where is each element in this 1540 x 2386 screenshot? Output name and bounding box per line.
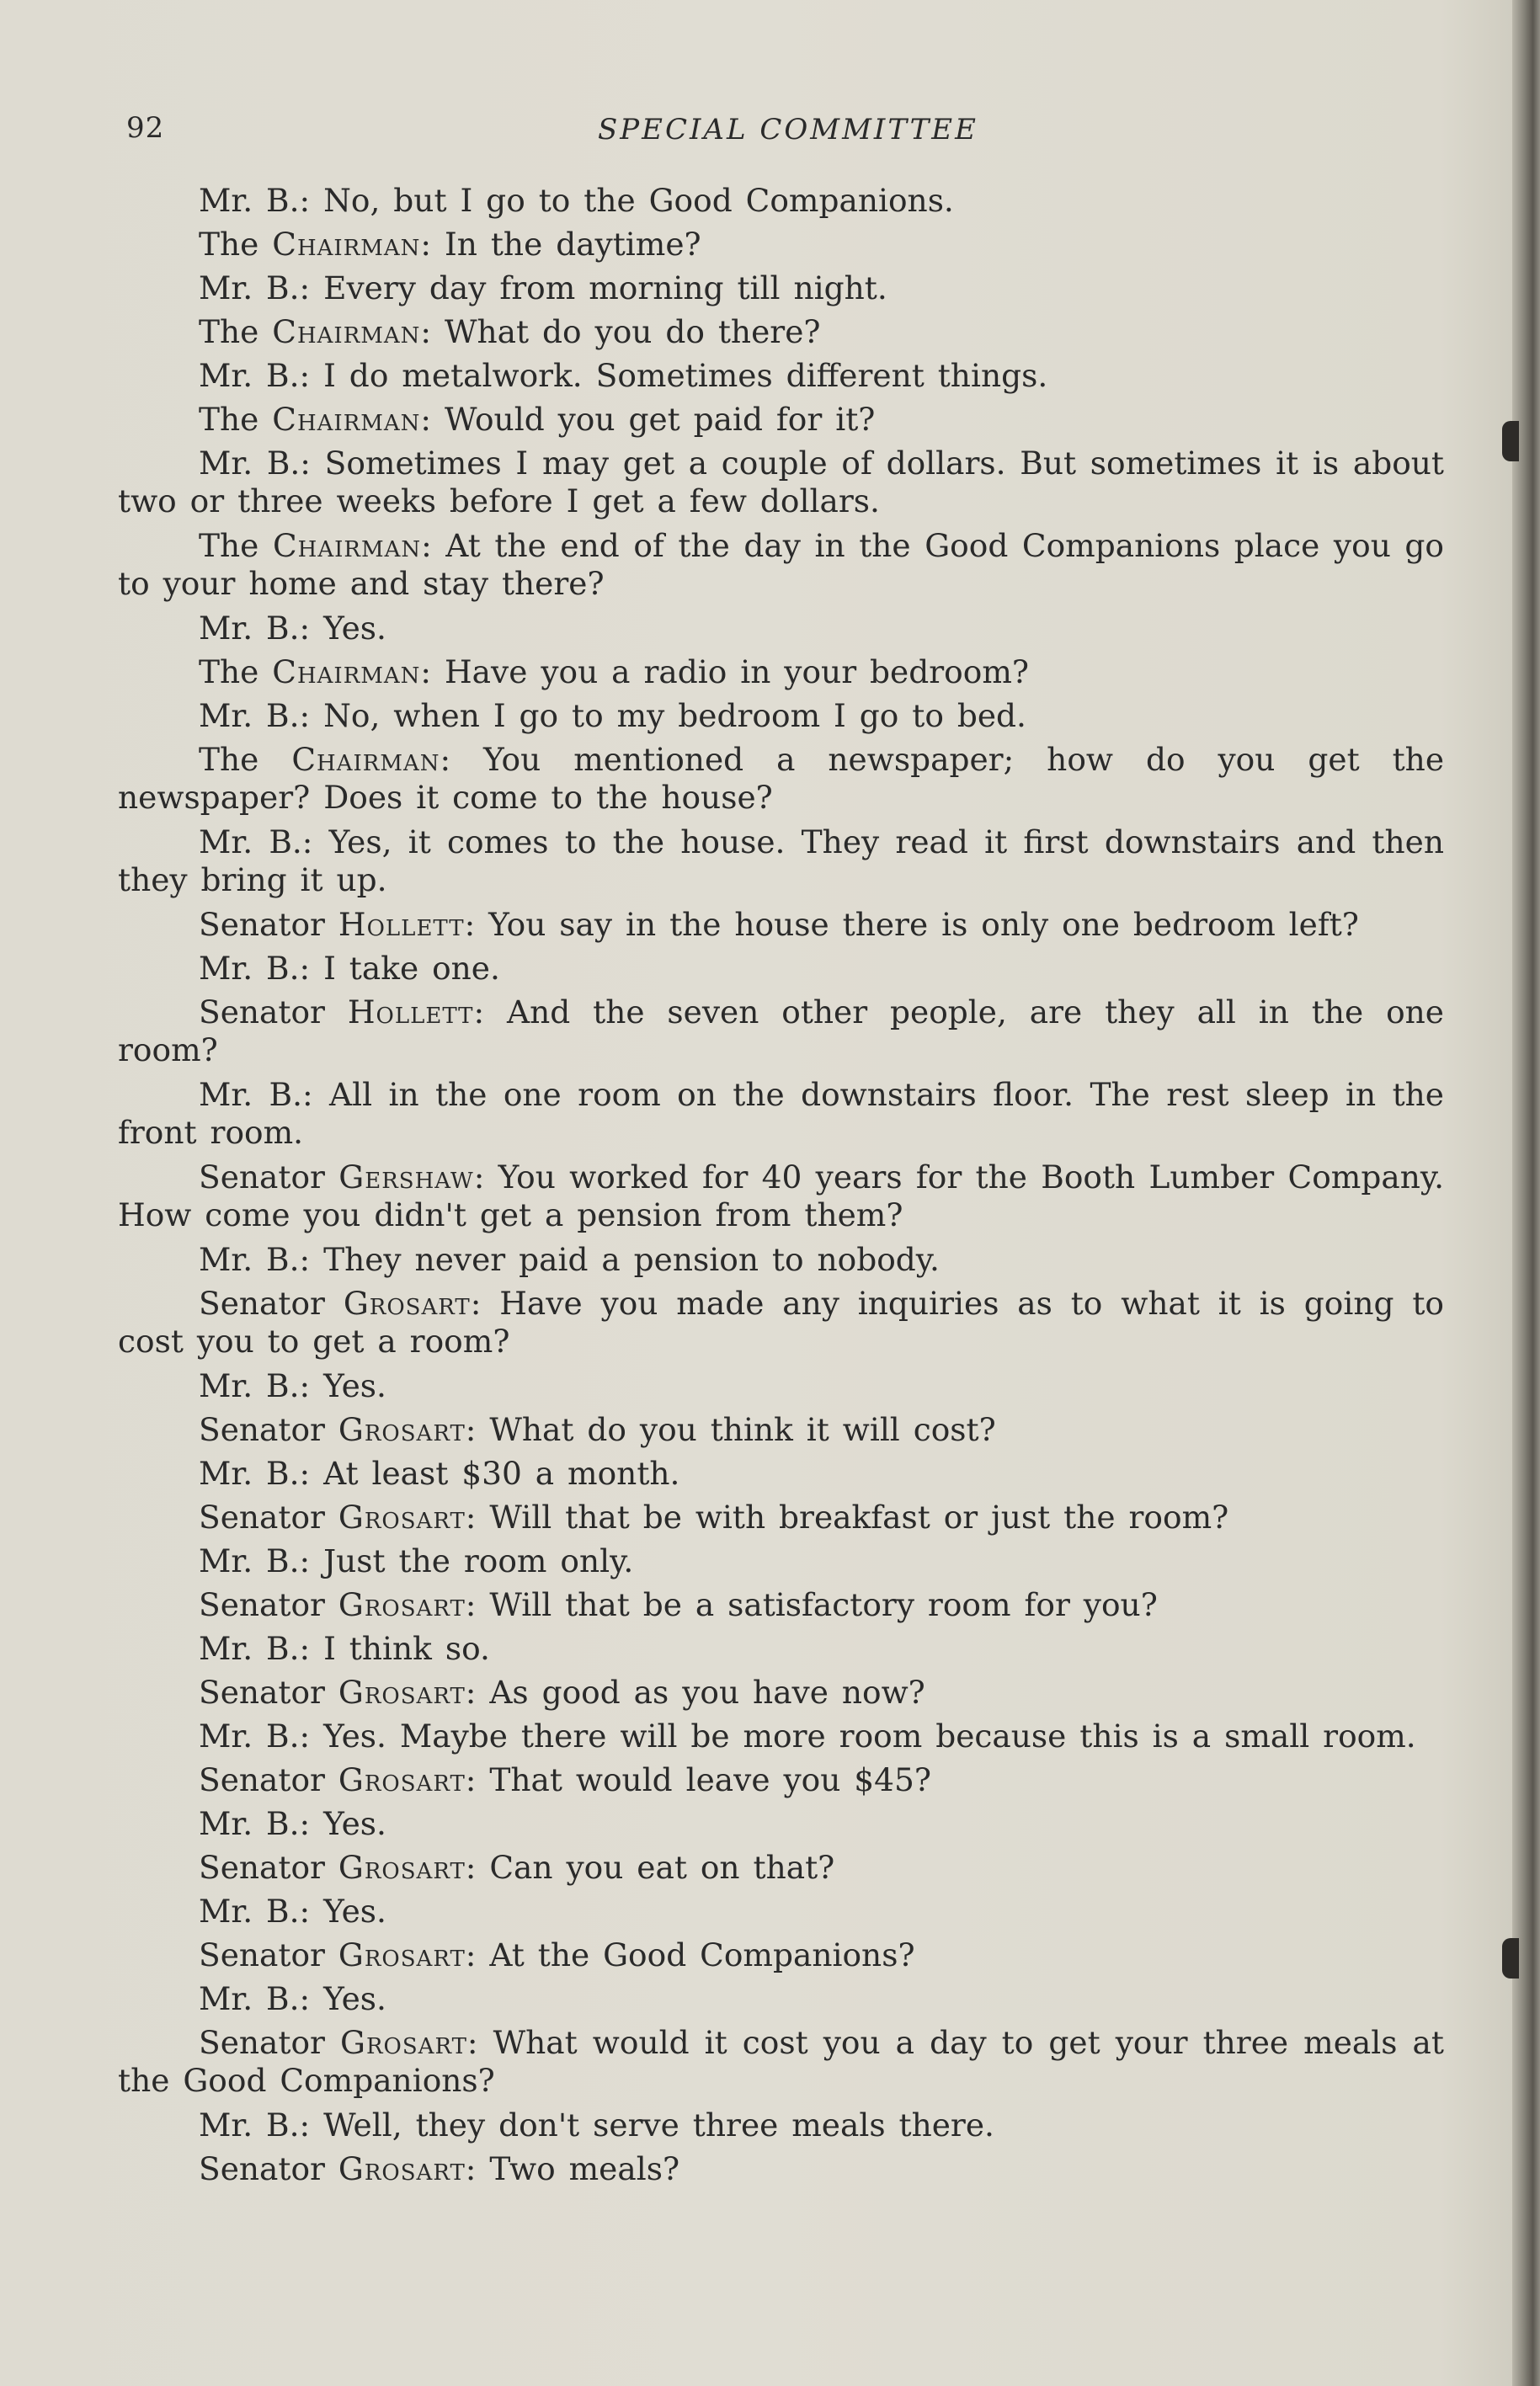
transcript-paragraph xyxy=(118,1542,1444,1580)
speech-text: Mr. B.: I think so. xyxy=(199,1630,490,1667)
transcript-paragraph xyxy=(118,1241,1444,1279)
speech-text: Mr. B.: Just the room only. xyxy=(199,1542,634,1579)
transcript-paragraph xyxy=(118,269,1444,307)
speaker-name: Grosart xyxy=(338,1411,466,1448)
transcript-paragraph xyxy=(118,823,1444,899)
transcript-paragraph xyxy=(118,2024,1444,2100)
speaker-prefix: Senator xyxy=(199,2024,341,2061)
transcript-paragraph xyxy=(118,1158,1444,1234)
speaker-prefix: The xyxy=(199,313,273,350)
speaker-name: Grosart xyxy=(338,1586,466,1623)
speaker-prefix: Senator xyxy=(199,906,338,943)
speech-text: : What would it cost you a day to get your three meals at the Good Companions? xyxy=(118,2024,1444,2099)
speech-text: Mr. B.: Yes. xyxy=(199,1980,386,2017)
speaker-name: Grosart xyxy=(338,1936,466,1973)
speaker-name: Chairman xyxy=(272,226,421,263)
transcript-paragraph xyxy=(118,993,1444,1069)
transcript-paragraph xyxy=(118,1367,1444,1405)
transcript-paragraph xyxy=(118,182,1444,220)
transcript-paragraph xyxy=(118,2106,1444,2144)
transcript-paragraph xyxy=(118,1630,1444,1668)
transcript-paragraph xyxy=(118,313,1444,351)
speaker-prefix: Senator xyxy=(199,2150,338,2187)
speech-text: : Can you eat on that? xyxy=(465,1849,835,1886)
speech-text: Mr. B.: Yes. xyxy=(199,610,386,647)
transcript-paragraph xyxy=(118,1674,1444,1712)
speaker-prefix: Senator xyxy=(199,1499,338,1536)
speaker-name: Gershaw xyxy=(338,1158,474,1196)
speaker-prefix: The xyxy=(199,741,292,778)
speaker-name: Chairman xyxy=(272,313,421,350)
speaker-name: Grosart xyxy=(340,2024,467,2061)
transcript-paragraph xyxy=(118,906,1444,944)
speaker-prefix: Senator xyxy=(199,1849,338,1886)
binding-tab xyxy=(1502,421,1519,461)
speech-text: : That would leave you $45? xyxy=(465,1761,931,1798)
speech-text: : Will that be a satisfactory room for you? xyxy=(465,1586,1158,1623)
transcript-paragraph xyxy=(118,357,1444,395)
speech-text: Mr. B.: Yes. Maybe there will be more room because this is a small room. xyxy=(199,1718,1416,1755)
speaker-name: Hollett xyxy=(338,906,465,943)
transcript-paragraph xyxy=(118,527,1444,603)
transcript-paragraph xyxy=(118,1980,1444,2018)
transcript-paragraph xyxy=(118,697,1444,735)
transcript-paragraph xyxy=(118,950,1444,988)
speaker-prefix: Senator xyxy=(199,1936,338,1973)
speech-text: : Will that be with breakfast or just the room? xyxy=(465,1499,1229,1536)
speech-text: : At the end of the day in the Good Companions place you go to your home and stay there? xyxy=(118,527,1445,602)
speaker-prefix: The xyxy=(199,226,273,263)
speech-text: Mr. B.: Sometimes I may get a couple of dollars. But sometimes it is about two or three weeks before I get a few dollars. xyxy=(118,445,1444,519)
speech-text: Mr. B.: No, but I go to the Good Companions. xyxy=(199,182,954,219)
speaker-name: Chairman xyxy=(272,527,422,564)
speaker-prefix: The xyxy=(199,401,273,438)
transcript-paragraph xyxy=(118,1936,1444,1974)
speech-text: Mr. B.: I do metalwork. Sometimes different things. xyxy=(199,357,1048,394)
transcript-paragraph xyxy=(118,1849,1444,1887)
speaker-prefix: Senator xyxy=(199,1411,338,1448)
speech-text: Mr. B.: All in the one room on the downstairs floor. The rest sleep in the front room. xyxy=(118,1076,1444,1151)
transcript-paragraph xyxy=(118,1411,1444,1449)
transcript-paragraph xyxy=(118,1893,1444,1931)
speech-text: : You say in the house there is only one bedroom left? xyxy=(464,906,1359,943)
speaker-prefix: The xyxy=(199,527,273,564)
transcript-paragraph xyxy=(118,226,1444,264)
transcript-paragraph xyxy=(118,741,1444,817)
speaker-prefix: The xyxy=(199,653,273,690)
speech-text: : What do you think it will cost? xyxy=(465,1411,996,1448)
transcript-paragraph xyxy=(118,1586,1444,1624)
speaker-prefix: Senator xyxy=(199,1158,339,1196)
speech-text: : You worked for 40 years for the Booth Lumber Company. How come you didn't get a pension from them? xyxy=(118,1158,1444,1233)
speaker-name: Grosart xyxy=(338,2150,466,2187)
transcript-paragraph xyxy=(118,1455,1444,1493)
speech-text: Mr. B.: They never paid a pension to nobody. xyxy=(199,1241,940,1278)
speaker-name: Chairman xyxy=(291,741,440,778)
speech-text: Mr. B.: I take one. xyxy=(199,950,500,987)
speech-text: : You mentioned a newspaper; how do you get the newspaper? Does it come to the house? xyxy=(118,741,1445,816)
page-header xyxy=(126,111,1440,153)
transcript-body xyxy=(118,182,1444,2194)
speaker-prefix: Senator xyxy=(199,993,348,1031)
speaker-name: Grosart xyxy=(338,1499,466,1536)
speech-text: Mr. B.: Every day from morning till night. xyxy=(199,269,887,306)
running-head: SPECIAL COMMITTEE xyxy=(598,113,978,146)
speaker-name: Grosart xyxy=(338,1849,466,1886)
speaker-prefix: Senator xyxy=(199,1674,338,1711)
speech-text: : Two meals? xyxy=(465,2150,680,2187)
speaker-name: Grosart xyxy=(338,1761,466,1798)
speech-text: : Have you a radio in your bedroom? xyxy=(420,653,1029,690)
transcript-paragraph xyxy=(118,1076,1444,1152)
transcript-paragraph xyxy=(118,653,1444,691)
speech-text: Mr. B.: Well, they don't serve three meals there. xyxy=(199,2106,994,2144)
speech-text: : And the seven other people, are they all in the one room? xyxy=(118,993,1444,1068)
speech-text: : At the Good Companions? xyxy=(465,1936,915,1973)
transcript-paragraph xyxy=(118,1761,1444,1799)
book-spine xyxy=(1512,0,1540,2386)
speaker-name: Chairman xyxy=(272,653,421,690)
transcript-paragraph xyxy=(118,610,1444,647)
speech-text: : What do you do there? xyxy=(420,313,821,350)
transcript-paragraph xyxy=(118,1285,1444,1361)
speech-text: Mr. B.: No, when I go to my bedroom I go to bed. xyxy=(199,697,1026,734)
transcript-paragraph xyxy=(118,1499,1444,1537)
speaker-name: Chairman xyxy=(272,401,421,438)
speaker-name: Hollett xyxy=(347,993,474,1031)
speech-text: Mr. B.: At least $30 a month. xyxy=(199,1455,680,1492)
speech-text: Mr. B.: Yes. xyxy=(199,1805,386,1842)
speaker-prefix: Senator xyxy=(199,1285,344,1322)
transcript-paragraph xyxy=(118,1805,1444,1843)
speaker-prefix: Senator xyxy=(199,1761,338,1798)
speech-text: Mr. B.: Yes, it comes to the house. They read it first downstairs and then they bring it up. xyxy=(118,823,1444,898)
transcript-paragraph xyxy=(118,2150,1444,2188)
binding-tab xyxy=(1502,1938,1519,1979)
speech-text: : Would you get paid for it? xyxy=(420,401,876,438)
page-number: 92 xyxy=(126,111,165,145)
transcript-paragraph xyxy=(118,1718,1444,1755)
speech-text: Mr. B.: Yes. xyxy=(199,1367,386,1404)
speaker-prefix: Senator xyxy=(199,1586,338,1623)
transcript-paragraph xyxy=(118,445,1444,520)
speech-text: : In the daytime? xyxy=(420,226,701,263)
speaker-name: Grosart xyxy=(343,1285,471,1322)
transcript-paragraph xyxy=(118,401,1444,439)
speech-text: Mr. B.: Yes. xyxy=(199,1893,386,1930)
speech-text: : As good as you have now? xyxy=(465,1674,925,1711)
speech-text: : Have you made any inquiries as to what it is going to cost you to get a room? xyxy=(118,1285,1445,1360)
speaker-name: Grosart xyxy=(338,1674,466,1711)
